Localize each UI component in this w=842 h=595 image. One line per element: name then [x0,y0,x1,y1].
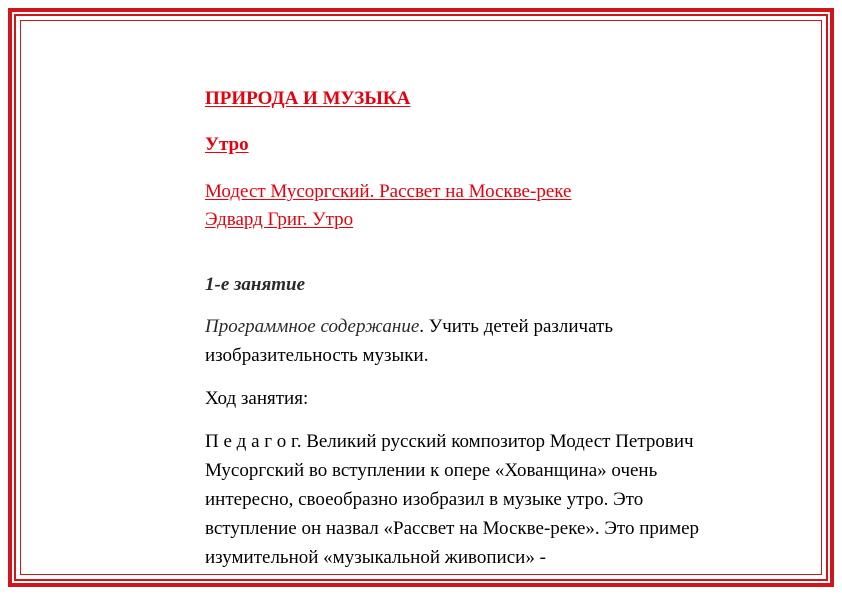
page-subtitle[interactable]: Утро [205,134,249,155]
teacher-text: . Великий русский композитор Модест Петрович Мусоргский во вступлении к опере «Хованщина» очень интересно, своеобразно изобразил в музыке утро. Это вступление он назвал «Рассвет на Москве-реке». Это пример изумительной «музыкальной живописи» - [205,431,700,568]
credit-link-grieg[interactable]: Эдвард Григ. Утро [205,209,354,230]
teacher-paragraph [205,427,725,572]
credit-link-mussorgsky[interactable]: Модест Мусоргский. Рассвет на Москве-реке [205,181,572,202]
document-content [205,86,765,572]
credits-list [205,178,765,234]
title-block [205,86,765,112]
program-label: Программное содержание [205,316,420,337]
page-title[interactable]: ПРИРОДА И МУЗЫКА [205,88,411,109]
program-paragraph [205,312,725,370]
program-text: . Учить детей различать изобразительность музыки. [205,316,613,366]
lesson-heading: 1-е занятие [205,274,306,295]
course-label: Ход занятия: [205,388,309,409]
subtitle-block [205,132,765,158]
teacher-speaker: П е д а г о г [205,431,297,452]
